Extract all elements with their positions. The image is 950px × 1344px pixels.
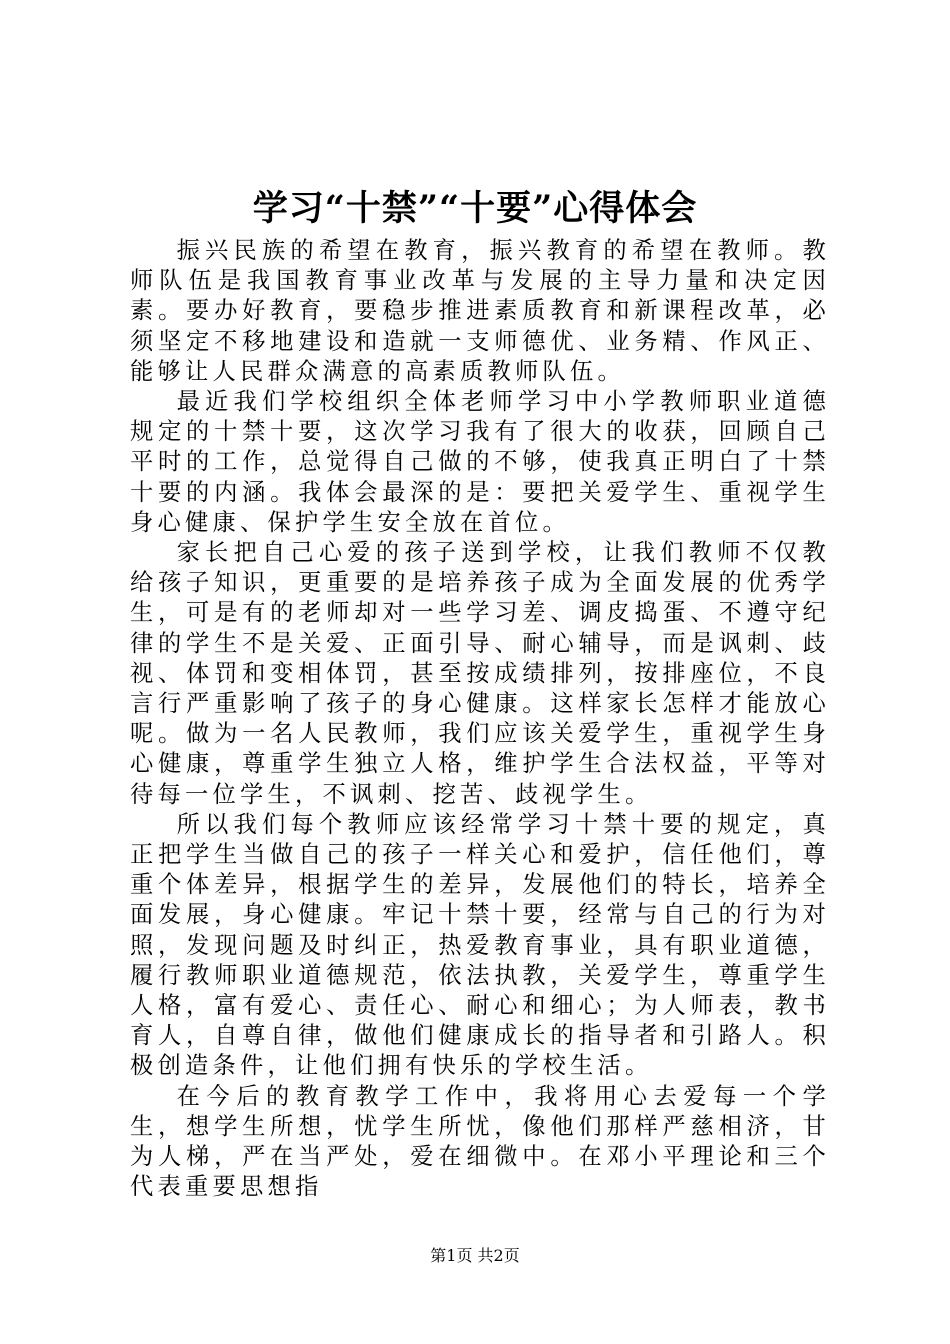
paragraph: 家长把自己心爱的孩子送到学校，让我们教师不仅教给孩子知识，更重要的是培养孩子成为全面发展的优秀学生，可是有的老师却对一些学习差、调皮捣蛋、不遵守纪律的学生不是关爱、正面引导、耐心辅导，而是讽刺、歧视、体罚和变相体罚，甚至按成绩排列，按排座位，不良言行严重影响了孩子的身心健康。这样家长怎样才能放心呢。做为一名人民教师，我们应该关爱学生，重视学生身心健康，尊重学生独立人格，维护学生合法权益，平等对待每一位学生，不讽刺、挖苦、歧视学生。 bbox=[130, 539, 830, 808]
page-number-footer: 第1页 共2页 bbox=[430, 1246, 520, 1265]
paragraph: 最近我们学校组织全体老师学习中小学教师职业道德规定的十禁十要，这次学习我有了很大的收获，回顾自己平时的工作，总觉得自己做的不够，使我真正明白了十禁十要的内涵。我体会最深的是：要把关爱学生、重视学生身心健康、保护学生安全放在首位。 bbox=[130, 388, 830, 536]
paragraph: 在今后的教育教学工作中，我将用心去爱每一个学生，想学生所想，忧学生所忧，像他们那样严慈相济，甘为人梯，严在当严处，爱在细微中。在邓小平理论和三个代表重要思想指 bbox=[130, 1082, 830, 1201]
paragraph: 所以我们每个教师应该经常学习十禁十要的规定，真正把学生当做自己的孩子一样关心和爱护，信任他们，尊重个体差异，根据学生的差异，发展他们的特长，培养全面发展，身心健康。牢记十禁十要，经常与自己的行为对照，发现问题及时纠正，热爱教育事业，具有职业道德，履行教师职业道德规范，依法执教，关爱学生，尊重学生人格，富有爱心、责任心、耐心和细心；为人师表，教书育人，自尊自律，做他们健康成长的指导者和引路人。积极创造条件，让他们拥有快乐的学校生活。 bbox=[130, 810, 830, 1080]
document-body bbox=[130, 236, 830, 1203]
document-title: 学习“十禁”“十要”心得体会 bbox=[252, 188, 698, 229]
paragraph: 振兴民族的希望在教育，振兴教育的希望在教师。教师队伍是我国教育事业改革与发展的主导力量和决定因素。要办好教育，要稳步推进素质教育和新课程改革，必须坚定不移地建设和造就一支师德优、业务精、作风正、能够让人民群众满意的高素质教师队伍。 bbox=[130, 237, 830, 385]
